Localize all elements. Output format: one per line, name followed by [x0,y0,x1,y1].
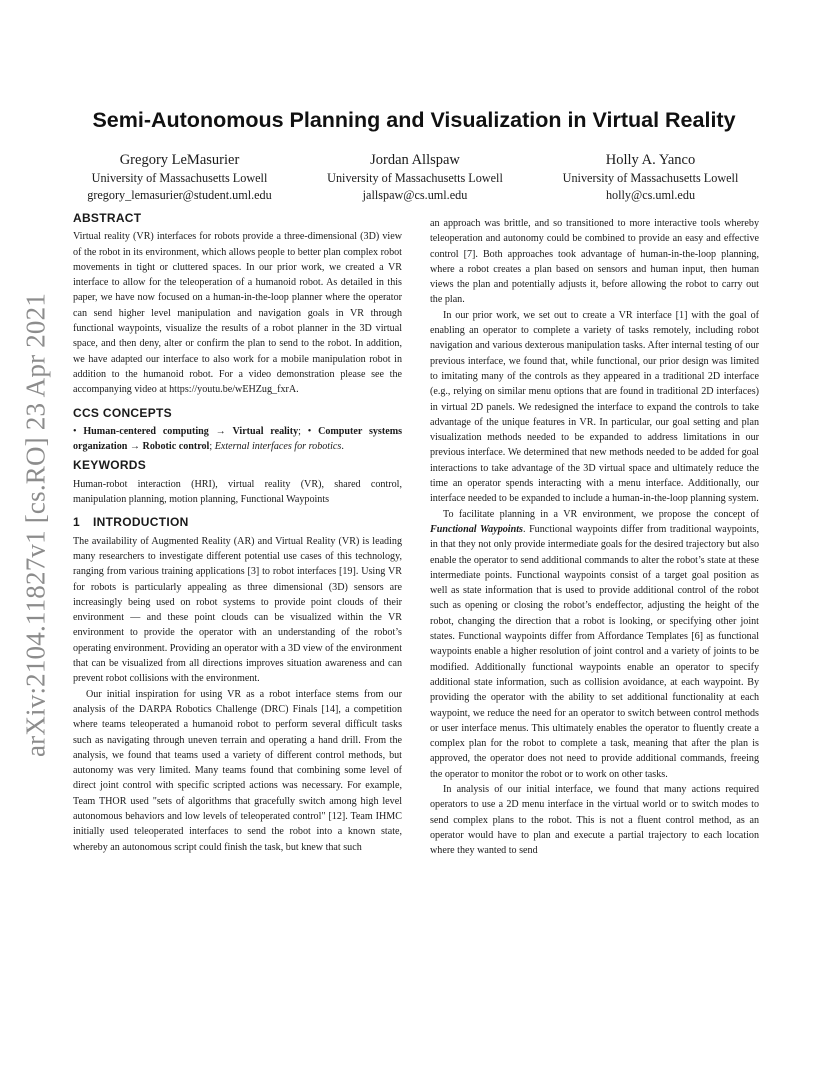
intro-paragraph-1: The availability of Augmented Reality (AR) and Virtual Reality (VR) is leading many researchers to investigate different potential use cases of this technology, ranging from various training applications [3] to robot interfaces [19]. Using VR for robots is particularly appealing as three dimensional (3D) sensors are increasingly being used on robot systems to provide point clouds of their environment — and these point clouds can be visualized within the VR environment to provide the operator with an understanding of the robot’s operating environment. Providing an operator with a 3D view of the environment that can be visualized from all directions improves situation awareness and can prevent robot collisions with the environment. [73,535,402,685]
author-email: holly@cs.uml.edu [605,188,696,202]
intro-paragraph-3: an approach was brittle, and so transitioned to more interactive tools whereby teleoperation and autonomy could be combined to provide an easy and effective control [7]. Both approaches took advantage of human-in-the-loop planning, where a robot creates a plan based on sensors and human input, then human views the plan and potentially adjusts it, before allowing the robot to carry out the plan. [430,218,759,306]
intro-paragraph-4: In our prior work, we set out to create a VR interface [1] with the goal of enabling an operator to complete a variety of tasks remotely, including robot navigation and various dexterous manipulation tasks. After internal testing of our previous interface, we found that, while functional, our prior design was limited to imitating many of the controls as they appeared in a traditional 2D interface (e.g., relying on similar menu options that are found in traditional 2D interfaces) in virtual 2D panels. We redesigned the interface to expand the controls to take advantage of the unique features in VR. In particular, our goal setting and plan visualization methods needed to be expanded to address limitations in our previous interface. We determined that new methods needed to be added for goal interactions to take advantage of the 3D virtual space and ultimately reduce the time an operator spends interacting with a menu interface. Additionally, our interface needed to be expanded to include a human-in-the-loop planning system. [430,309,759,505]
arxiv-identifier-text: arXiv:2104.11827v1 [cs.RO] 23 Apr 2021 [20,292,51,758]
abstract-text: Virtual reality (VR) interfaces for robots provide a three-dimensional (3D) view of the robot in its environment, which allows people to better plan complex robot movements in tight or cluttered spaces. In our prior work, we created a VR interface to allow for the teleoperation of a humanoid robot. As detailed in this paper, we have now focused on a human-in-the-loop planner where the operator can send higher level manipulation and navigation goals in VR through functional waypoints, visualize the results of a robot planner in the 3D virtual space, and then deny, alter or confirm the plan to send to the robot. In addition, we have adapted our interface to also work for a mobile manipulation robot in addition to the humanoid robot. For a video demonstration please see the accompanying video at https://youtu.be/wEHZug_fxrA. [73,231,402,396]
author-affiliation: University of Massachusetts Lowell [562,171,739,185]
abstract-heading: ABSTRACT [73,211,142,225]
author-block [62,151,768,204]
author-name: Gregory LeMasurier [119,152,240,168]
author-1 [62,151,297,204]
author-2 [298,151,533,204]
intro-paragraph-2: Our initial inspiration for using VR as a robot interface stems from our analysis of the DARPA Robotics Challenge (DRC) Finals [14], a competition where teams teleoperated a humanoid robot to perform several difficult tasks such as navigating through uneven terrain and operating a hand drill. From the analysis, we found that teams used a variety of different control methods, but autonomy was very limited. Many teams found that combining some level of direct joint control with specific scripted actions was necessary. For example, Team THOR used "sets of algorithms that gracefully switch among high level autonomous behaviors and low levels of teleoperated control" [12]. Team IHMC initially used teleoperated interfaces to send the robot into a known state, whereby an autonomous script could finish the task, but knew that such [73,688,402,853]
section-title: INTRODUCTION [93,515,189,530]
keywords-text: Human-robot interaction (HRI), virtual reality (VR), shared control, manipulation planning, motion planning, Functional Waypoints [73,478,402,506]
intro-paragraph-6: In analysis of our initial interface, we found that many actions required operators to use a 2D menu interface in the virtual world or to switch modes to send complex plans to the robot. This is not a fluent control method, as an operator would have to plan and execute a partial trajectory to each location where they wanted to send [430,783,759,857]
author-3 [533,151,768,204]
author-email: gregory_lemasurier@student.uml.edu [87,188,272,202]
functional-waypoints-term: Functional Waypoints [430,523,523,535]
introduction-heading [73,515,402,530]
paper-title: Semi-Autonomous Planning and Visualization in Virtual Reality [92,108,736,132]
author-affiliation: University of Massachusetts Lowell [327,171,503,185]
author-name: Holly A. Yanco [605,152,696,168]
right-column [430,216,759,858]
author-email: jallspaw@cs.uml.edu [362,188,468,202]
keywords-heading: KEYWORDS [73,458,147,473]
ccs-concepts: • Human-centered computing → Virtual reality; • Computer systems organization → Robotic control; External interfaces for robotics. [73,425,403,453]
arxiv-identifier [6,270,66,780]
ccs-heading: CCS CONCEPTS [73,405,172,420]
author-name: Jordan Allspaw [370,152,460,168]
left-column [73,211,402,855]
author-affiliation: University of Massachusetts Lowell [91,171,268,185]
section-number: 1 [73,515,80,530]
intro-paragraph-5: To facilitate planning in a VR environment, we propose the concept of Functional Waypoints. Functional waypoints differ from traditional waypoints, in that they not only provide intermediate goals for the desired trajectory but also enable the operator to send additional commands to alter the robot’s state at these intermediate points. Functional waypoints consist of a target goal position as well as state information that is used to provide additional control of the robot such as opening or closing the robot’s endeffector, adjusting the height of the robot, changing the direction that a robot is looking, or specifying other joint states. Functional waypoints differ from Affordance Templates [6] as functional waypoints enable a higher resolution of joint control and a variety of joints to be modified. Additionally functional waypoints enable an operator to specify additional state information, such as collision avoidance, at each waypoint. By providing the operator with the ability to set additional functionality at each waypoint, we reduce the need for an operator to switch between control methods or user interface menus. This ultimately enables the operator to fluently create a complex plan for the robot to complete a task, meaning that after the plan is approved, the operator does not need to provide additional commands, freeing the operator to monitor the robot or to work on other tasks. [430,508,760,780]
